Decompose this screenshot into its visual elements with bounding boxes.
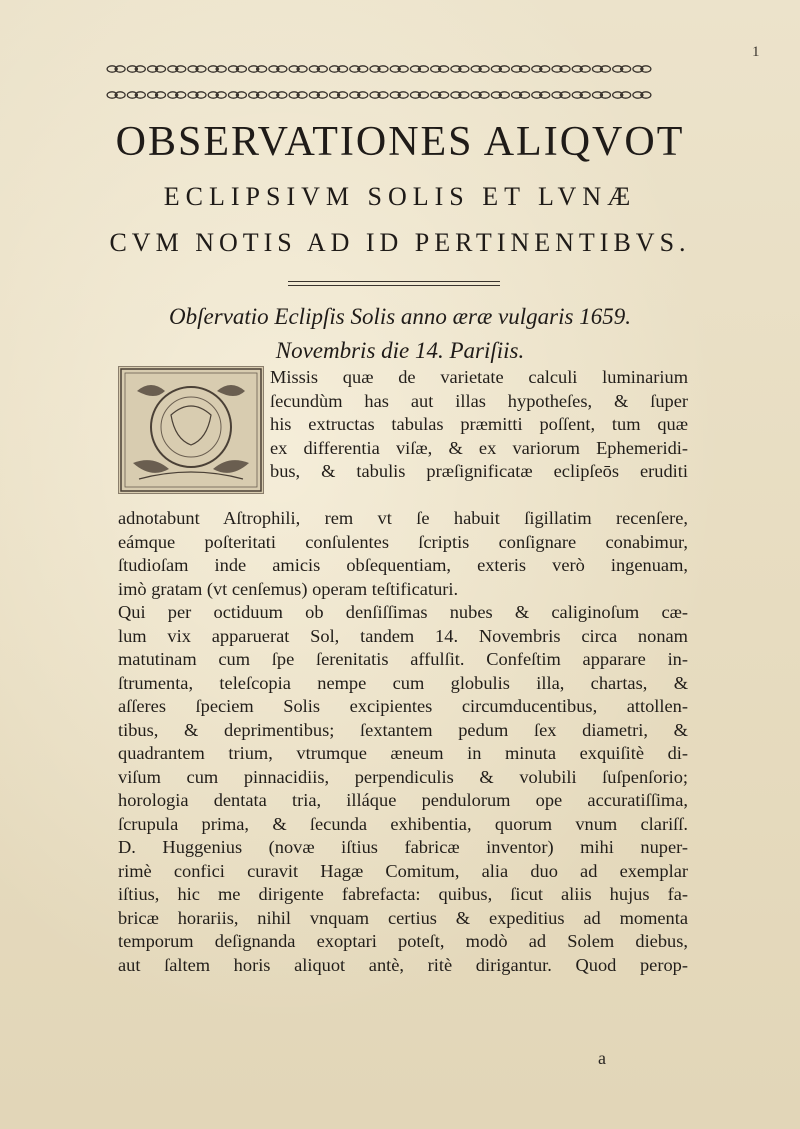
fleuron-glyph — [168, 66, 186, 72]
fleuron-glyph — [107, 92, 125, 98]
body-line: D. Huggenius (novæ iſtius fabricæ inventor) mihi nuper- — [118, 837, 688, 857]
fleuron-glyph — [592, 92, 610, 98]
fleuron-glyph — [330, 92, 348, 98]
fleuron-glyph — [471, 66, 489, 72]
subtitle-line-1: ECLIPSIVM SOLIS ET LVNÆ — [163, 182, 637, 211]
body-line: his extructas tabulas præmitti poſſent, tum quæ — [270, 414, 688, 434]
fleuron-glyph — [451, 66, 469, 72]
page-title: OBSERVATIONES ALIQVOT — [115, 119, 685, 165]
section-title — [0, 300, 800, 368]
fleuron-glyph — [188, 92, 206, 98]
fleuron-glyph — [532, 92, 550, 98]
body-line: quadrantem trium, vtrumque æneum in minuta exquiſitè di- — [118, 743, 688, 763]
fleuron-glyph — [431, 92, 449, 98]
fleuron-glyph — [532, 66, 550, 72]
fleuron-glyph — [188, 66, 206, 72]
fleuron-glyph — [552, 92, 570, 98]
title-rule — [288, 281, 500, 286]
body-line: rimè confici curavit Hagæ Comitum, alia duo ad exemplar — [118, 860, 688, 881]
body-line: bricæ horariis, nihil vnquam certius & expeditius ad momenta — [118, 907, 688, 928]
fleuron-glyph — [572, 92, 590, 98]
fleuron-glyph — [269, 66, 287, 72]
section-title-line-1: Obſervatio Eclipſis Solis anno æræ vulgaris 1659. — [169, 304, 631, 329]
fleuron-glyph — [127, 66, 145, 72]
fleuron-glyph — [410, 66, 428, 72]
fleuron-glyph — [390, 92, 408, 98]
body-line: ſecundùm has aut illas hypotheſes, & ſuper — [270, 390, 688, 411]
body-line: Missis quæ de varietate calculi luminarium — [270, 367, 688, 387]
fleuron-glyph — [613, 66, 631, 72]
fleuron-glyph — [309, 66, 327, 72]
body-line: tibus, & deprimentibus; ſextantem pedum ſex diametri, & — [118, 719, 688, 740]
fleuron-glyph — [512, 92, 530, 98]
body-line: adnotabunt Aſtrophili, rem vt ſe habuit ſigillatim recenſere, — [118, 508, 688, 528]
fleuron-glyph — [370, 66, 388, 72]
body-line: horologia dentata tria, illáque pendulorum ope accuratiſſima, — [118, 790, 688, 810]
fleuron-glyph — [633, 66, 651, 72]
fleuron-glyph — [572, 66, 590, 72]
fleuron-glyph — [451, 92, 469, 98]
body-line: iſtius, hic me dirigente fabrefacta: quibus, ſicut aliis hujus fa- — [118, 884, 688, 904]
body-line: ſcrupula prima, & ſecunda exhibentia, quorum vnum clariſſ. — [118, 813, 688, 834]
fleuron-glyph — [350, 92, 368, 98]
body-line: imò gratam (vt cenſemus) operam teſtificaturi. — [118, 578, 459, 599]
body-line: bus, & tabulis præſignificatæ eclipſeōs eruditi — [270, 461, 688, 481]
body-line: ſtrumenta, teleſcopia nempe cum globulis illa, chartas, & — [118, 672, 688, 693]
section-title-line-2: Novembris die 14. Pariſiis. — [275, 338, 525, 363]
fleuron-glyph — [148, 66, 166, 72]
body-line: viſum cum pinnacidiis, perpendiculis & volubili ſuſpenſorio; — [118, 766, 688, 787]
fleuron-glyph — [249, 66, 267, 72]
fleuron-glyph — [512, 66, 530, 72]
fleuron-glyph — [249, 92, 267, 98]
fleuron-glyph — [431, 66, 449, 72]
fleuron-glyph — [148, 92, 166, 98]
fleuron-glyph — [107, 66, 125, 72]
fleuron-glyph — [552, 66, 570, 72]
body-line: lum vix apparuerat Sol, tandem 14. Novembris circa nonam — [118, 625, 688, 646]
fleuron-glyph — [269, 92, 287, 98]
fleuron-glyph — [613, 92, 631, 98]
fleuron-glyph — [127, 92, 145, 98]
body-line: ex differentia viſæ, & ex variorum Ephemeridi- — [270, 437, 688, 458]
body-line: eámque poſteritati conſulentes ſcriptis conſignare conabimur, — [118, 531, 688, 552]
fleuron-glyph — [410, 92, 428, 98]
fleuron-border-icon — [106, 88, 652, 102]
body-text — [118, 507, 688, 977]
fleuron-glyph — [309, 92, 327, 98]
fleuron-glyph — [491, 92, 509, 98]
body-line: aut ſaltem horis aliquot antè, ritè dirigantur. Quod perop- — [118, 954, 688, 975]
fleuron-glyph — [228, 92, 246, 98]
fleuron-glyph — [350, 66, 368, 72]
fleuron-glyph — [370, 92, 388, 98]
subtitle-line-2: CVM NOTIS AD ID PERTINENTIBVS. — [109, 228, 691, 257]
fleuron-glyph — [471, 92, 489, 98]
fleuron-glyph — [208, 66, 226, 72]
fleuron-glyph — [390, 66, 408, 72]
body-line: matutinam cum ſpe ſerenitatis affulſit. Confeſtim apparare in- — [118, 649, 688, 669]
body-line: ſtudioſam inde amicis obſequentiam, exteris verò ingenuam, — [118, 555, 688, 575]
fleuron-glyph — [289, 92, 307, 98]
body-line: aſſeres ſpeciem Solis excipientes circumducentibus, attollen- — [118, 696, 688, 716]
fleuron-border-icon — [106, 62, 652, 76]
fleuron-glyph — [633, 92, 651, 98]
fleuron-glyph — [330, 66, 348, 72]
woodcut-initial-icon — [118, 366, 264, 494]
fleuron-glyph — [208, 92, 226, 98]
fleuron-glyph — [289, 66, 307, 72]
signature-mark: a — [598, 1048, 606, 1068]
page-number: 1 — [752, 44, 760, 60]
fleuron-glyph — [491, 66, 509, 72]
body-line: Qui per octiduum ob denſiſſimas nubes & caliginoſum cæ- — [118, 602, 688, 622]
fleuron-glyph — [168, 92, 186, 98]
body-line: temporum deſignanda exoptari poteſt, modò ad Solem diebus, — [118, 931, 688, 951]
fleuron-glyph — [592, 66, 610, 72]
fleuron-glyph — [228, 66, 246, 72]
body-text-wrapped — [270, 366, 688, 484]
